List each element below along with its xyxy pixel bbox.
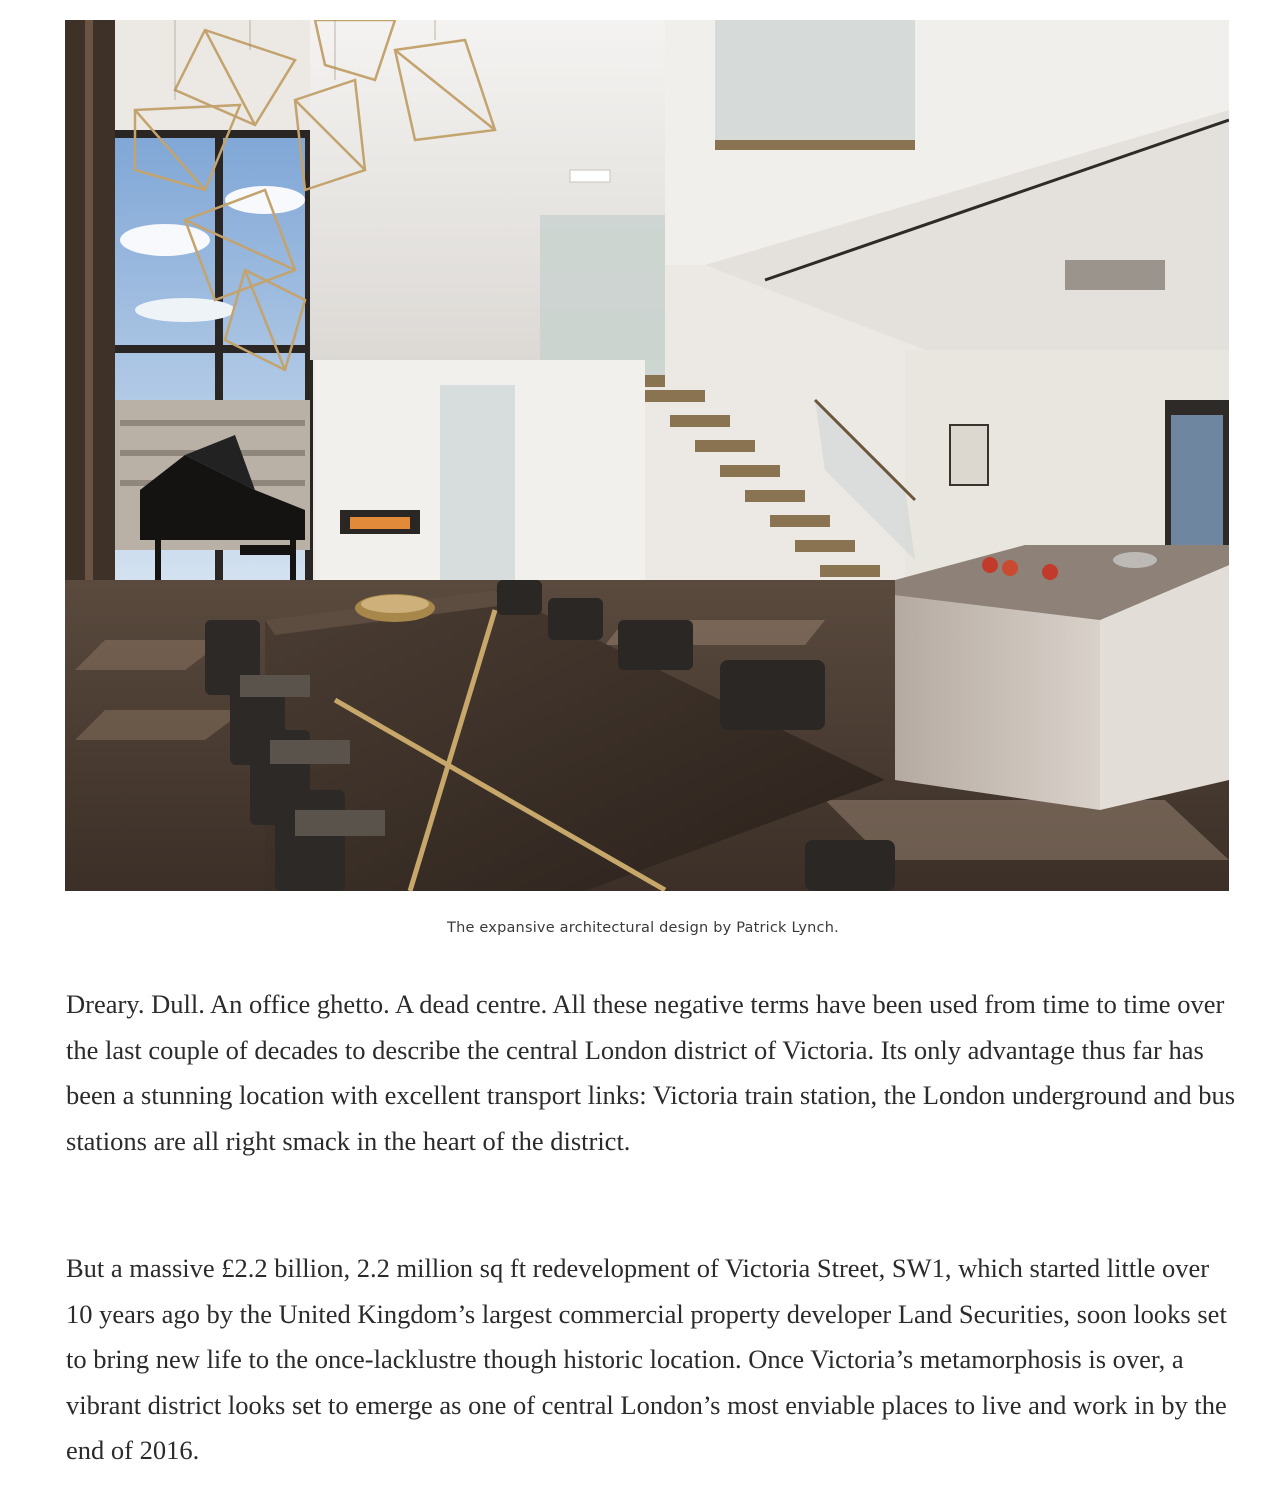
article-paragraph-2: But a massive £2.2 billion, 2.2 million sq ft redevelopment of Victoria Street, SW1, which started little over 10 years ago by the United Kingdom’s largest commercial property developer Land Securities, soon looks set to bring new life to the once-lacklustre though historic location. Once Victoria’s metamorphosis is over, a vibrant district looks set to emerge as one of central London’s most enviable places to live and work in by the end of 2016. <box>66 1253 1227 1466</box>
photo-caption: The expansive architectural design by Patrick Lynch. <box>447 920 839 936</box>
feature-photo <box>65 20 1229 891</box>
interior-illustration <box>65 20 1229 891</box>
article-paragraph-1: Dreary. Dull. An office ghetto. A dead centre. All these negative terms have been used from time to time over the last couple of decades to describe the central London district of Victoria. Its only advantage thus far has been a stunning location with excellent transport links: Victoria train station, the London underground and bus stations are all right smack in the heart of the district. <box>66 989 1236 1156</box>
